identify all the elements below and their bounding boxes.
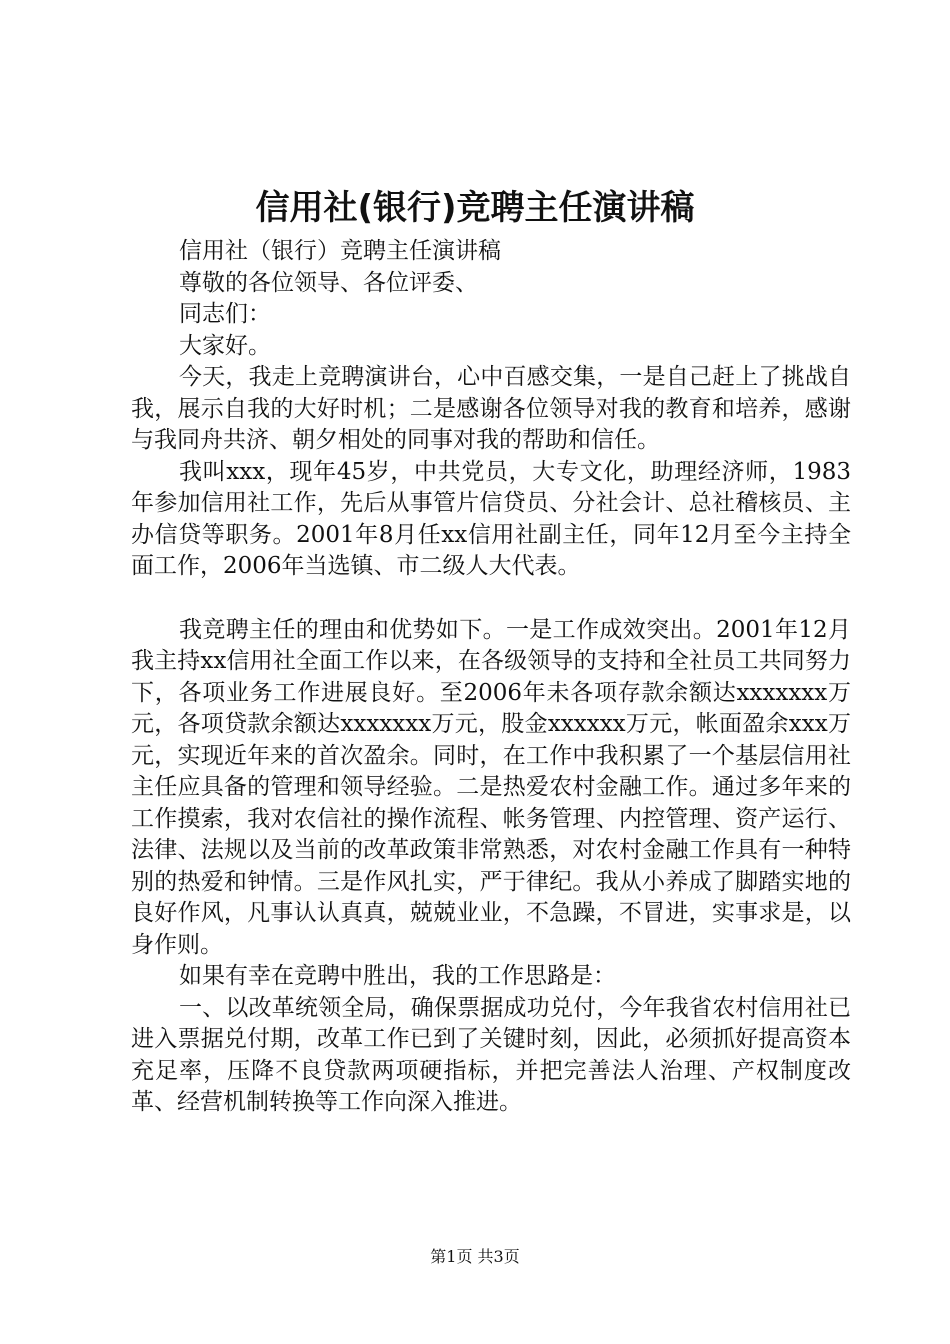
document-body bbox=[131, 236, 851, 1119]
paragraph-subtitle: 信用社（银行）竞聘主任演讲稿 bbox=[179, 238, 501, 264]
paragraph-work-plan-intro: 如果有幸在竞聘中胜出，我的工作思路是： bbox=[179, 963, 616, 989]
paragraph-greeting: 大家好。 bbox=[179, 332, 271, 359]
paragraph-self-introduction: 我叫xxx，现年45岁，中共党员，大专文化，助理经济师，1983年参加信用社工作，先后从事管片信贷员、分社会计、总社稽核员、主办信贷等职务。2001年8月任xx信用社副主任，同年12月至今主持全面工作，2006年当选镇、市二级人大代表。 bbox=[131, 458, 851, 579]
paragraph-salutation-comrades: 同志们： bbox=[179, 301, 271, 327]
paragraph-reasons: 我竞聘主任的理由和优势如下。一是工作成效突出。2001年12月我主持xx信用社全面工作以来，在各级领导的支持和全社员工共同努力下，各项业务工作进展良好。至2006年未各项存款余额达xxxxxxx万元，各项贷款余额达xxxxxxx万元，股金xxxxxx万元，帐面盈余xxx万元，实现近年来的首次盈余。同时，在工作中我积累了一个基层信用社主任应具备的管理和领导经验。二是热爱农村金融工作。通过多年来的工作摸索，我对农信社的操作流程、帐务管理、内控管理、资产运行、法律、法规以及当前的改革政策非常熟悉，对农村金融工作具有一种特别的热爱和钟情。三是作风扎实，严于律纪。我从小养成了脚踏实地的良好作风，凡事认认真真，兢兢业业，不急躁，不冒进，实事求是，以身作则。 bbox=[131, 616, 851, 958]
paragraph-work-plan-one: 一、以改革统领全局，确保票据成功兑付，今年我省农村信用社已进入票据兑付期，改革工作已到了关键时刻，因此，必须抓好提高资本充足率，压降不良贷款两项硬指标，并把完善法人治理、产权制度改革、经营机制转换等工作向深入推进。 bbox=[131, 994, 851, 1115]
paragraph-opening: 今天，我走上竞聘演讲台，心中百感交集，一是自己赶上了挑战自我，展示自我的大好时机；二是感谢各位领导对我的教育和培养，感谢与我同舟共济、朝夕相处的同事对我的帮助和信任。 bbox=[131, 364, 851, 453]
document-title: 信用社(银行)竞聘主任演讲稿 bbox=[255, 188, 695, 228]
paragraph-salutation: 尊敬的各位领导、各位评委、 bbox=[179, 269, 478, 296]
page-footer: 第1页 共3页 bbox=[430, 1247, 520, 1266]
